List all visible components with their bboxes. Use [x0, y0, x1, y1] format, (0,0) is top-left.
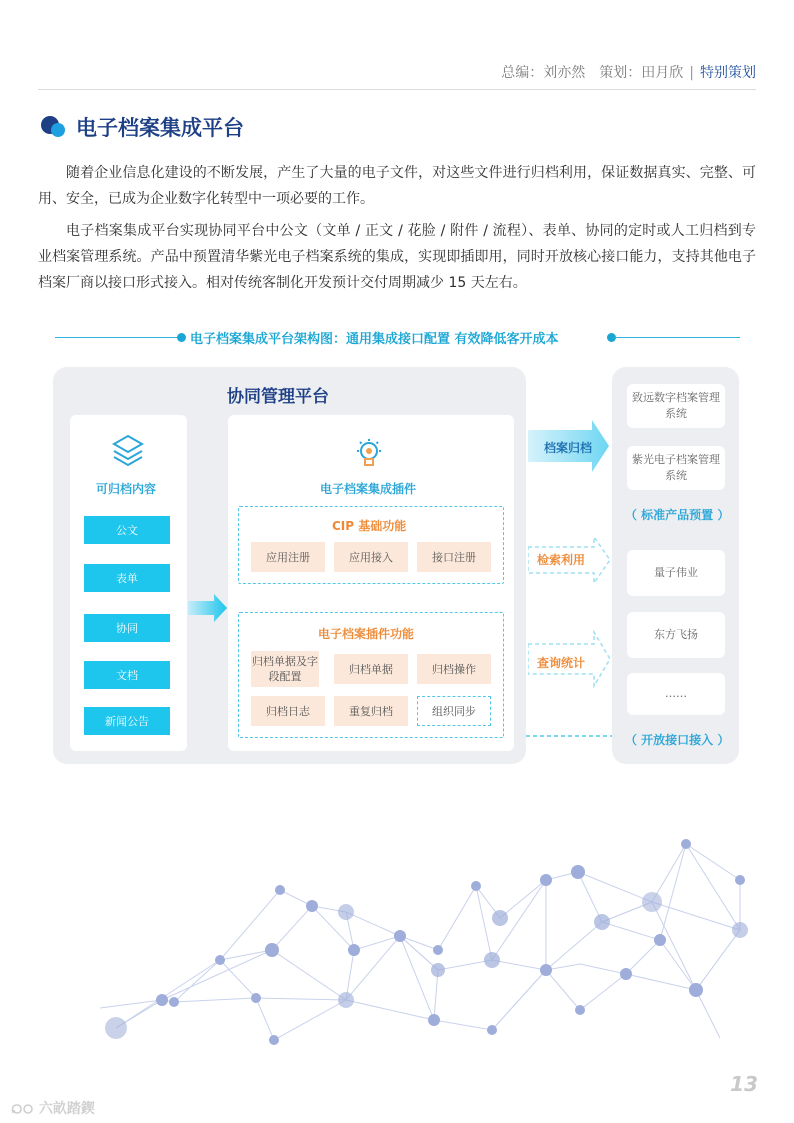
page-number: 13 [730, 1072, 758, 1096]
section-title: 电子档案集成平台 [76, 116, 244, 140]
cip-item-app-access: 应用接入 [334, 542, 408, 572]
cip-item-app-register: 应用注册 [251, 542, 325, 572]
watermark-logo-icon [10, 1102, 34, 1116]
system-card-seeyon: 致远数字档案管理系统 [627, 384, 725, 428]
layers-icon [111, 433, 145, 469]
system-card-dongfang: 东方飞扬 [627, 612, 725, 658]
function-item-archive-log: 归档日志 [251, 696, 325, 726]
function-item-re-archive: 重复归档 [334, 696, 408, 726]
section-bullet-icon [40, 113, 66, 139]
header-divider: | [689, 65, 694, 81]
search-arrow-label: 检索利用 [537, 553, 586, 567]
content-item-collaboration: 协同 [84, 614, 170, 642]
system-card-more: …… [627, 673, 725, 715]
lightbulb-gear-icon [354, 438, 384, 470]
content-item-file: 文档 [84, 661, 170, 689]
header-rule [38, 89, 756, 90]
watermark [10, 1098, 95, 1118]
cip-item-interface-register: 接口注册 [417, 542, 491, 572]
plugin-heading: 电子档案集成插件 [320, 482, 417, 496]
content-item-form: 表单 [84, 564, 170, 592]
open-note: （ 开放接口接入 ） [625, 733, 730, 747]
header-section: 特别策划 [700, 65, 756, 81]
function-item-field-config: 归档单据及字段配置 [251, 651, 319, 687]
network-decoration [100, 810, 760, 1050]
system-card-quantum: 量子伟业 [627, 550, 725, 596]
diagram-title-line-right [614, 337, 740, 338]
diagram-title-line-left [55, 337, 180, 338]
header-planner: 策划：田月欣 [599, 65, 684, 81]
cip-heading: CIP 基础功能 [332, 519, 407, 533]
function-item-archive-op: 归档操作 [417, 654, 491, 684]
system-card-unis: 紫光电子档案管理系统 [627, 446, 725, 490]
diagram-title: 电子档案集成平台架构图：通用集成接口配置 有效降低客开成本 [190, 332, 559, 347]
header-editor: 总编：刘亦然 [501, 65, 586, 81]
preset-note: （ 标准产品预置 ） [625, 508, 730, 522]
paragraph-2: 电子档案集成平台实现协同平台中公文（文单 / 正文 / 花脸 / 附件 / 流程）、表单、协同的定时或人工归档到专业档案管理系统。产品中预置清华紫光电子档案系统的集成，实现即插即用，同时开放核心接口能力，支持其他电子档案厂商以接口形式接入。相对传统客制化开发预计交付周期减少 15 天左右。 [38, 223, 756, 291]
function-item-org-sync: 组织同步 [417, 696, 491, 726]
archivable-content-heading: 可归档内容 [96, 482, 157, 496]
content-item-document: 公文 [84, 516, 170, 544]
page-header [501, 62, 756, 82]
paragraph-1: 随着企业信息化建设的不断发展，产生了大量的电子文件，对这些文件进行归档利用，保证数据真实、完整、可用、安全，已成为企业数字化转型中一项必要的工作。 [38, 165, 756, 207]
query-arrow-label: 查询统计 [537, 656, 586, 670]
plugin-functions-heading: 电子档案插件功能 [318, 627, 415, 641]
diagram-title-dot-left [177, 333, 186, 342]
content-item-news: 新闻公告 [84, 707, 170, 735]
watermark-text: 六畝踏鍥 [38, 1101, 95, 1117]
platform-title: 协同管理平台 [227, 387, 329, 407]
archive-arrow-label: 档案归档 [544, 441, 593, 455]
function-item-archive-doc: 归档单据 [334, 654, 408, 684]
flow-arrow-icon [188, 593, 228, 623]
